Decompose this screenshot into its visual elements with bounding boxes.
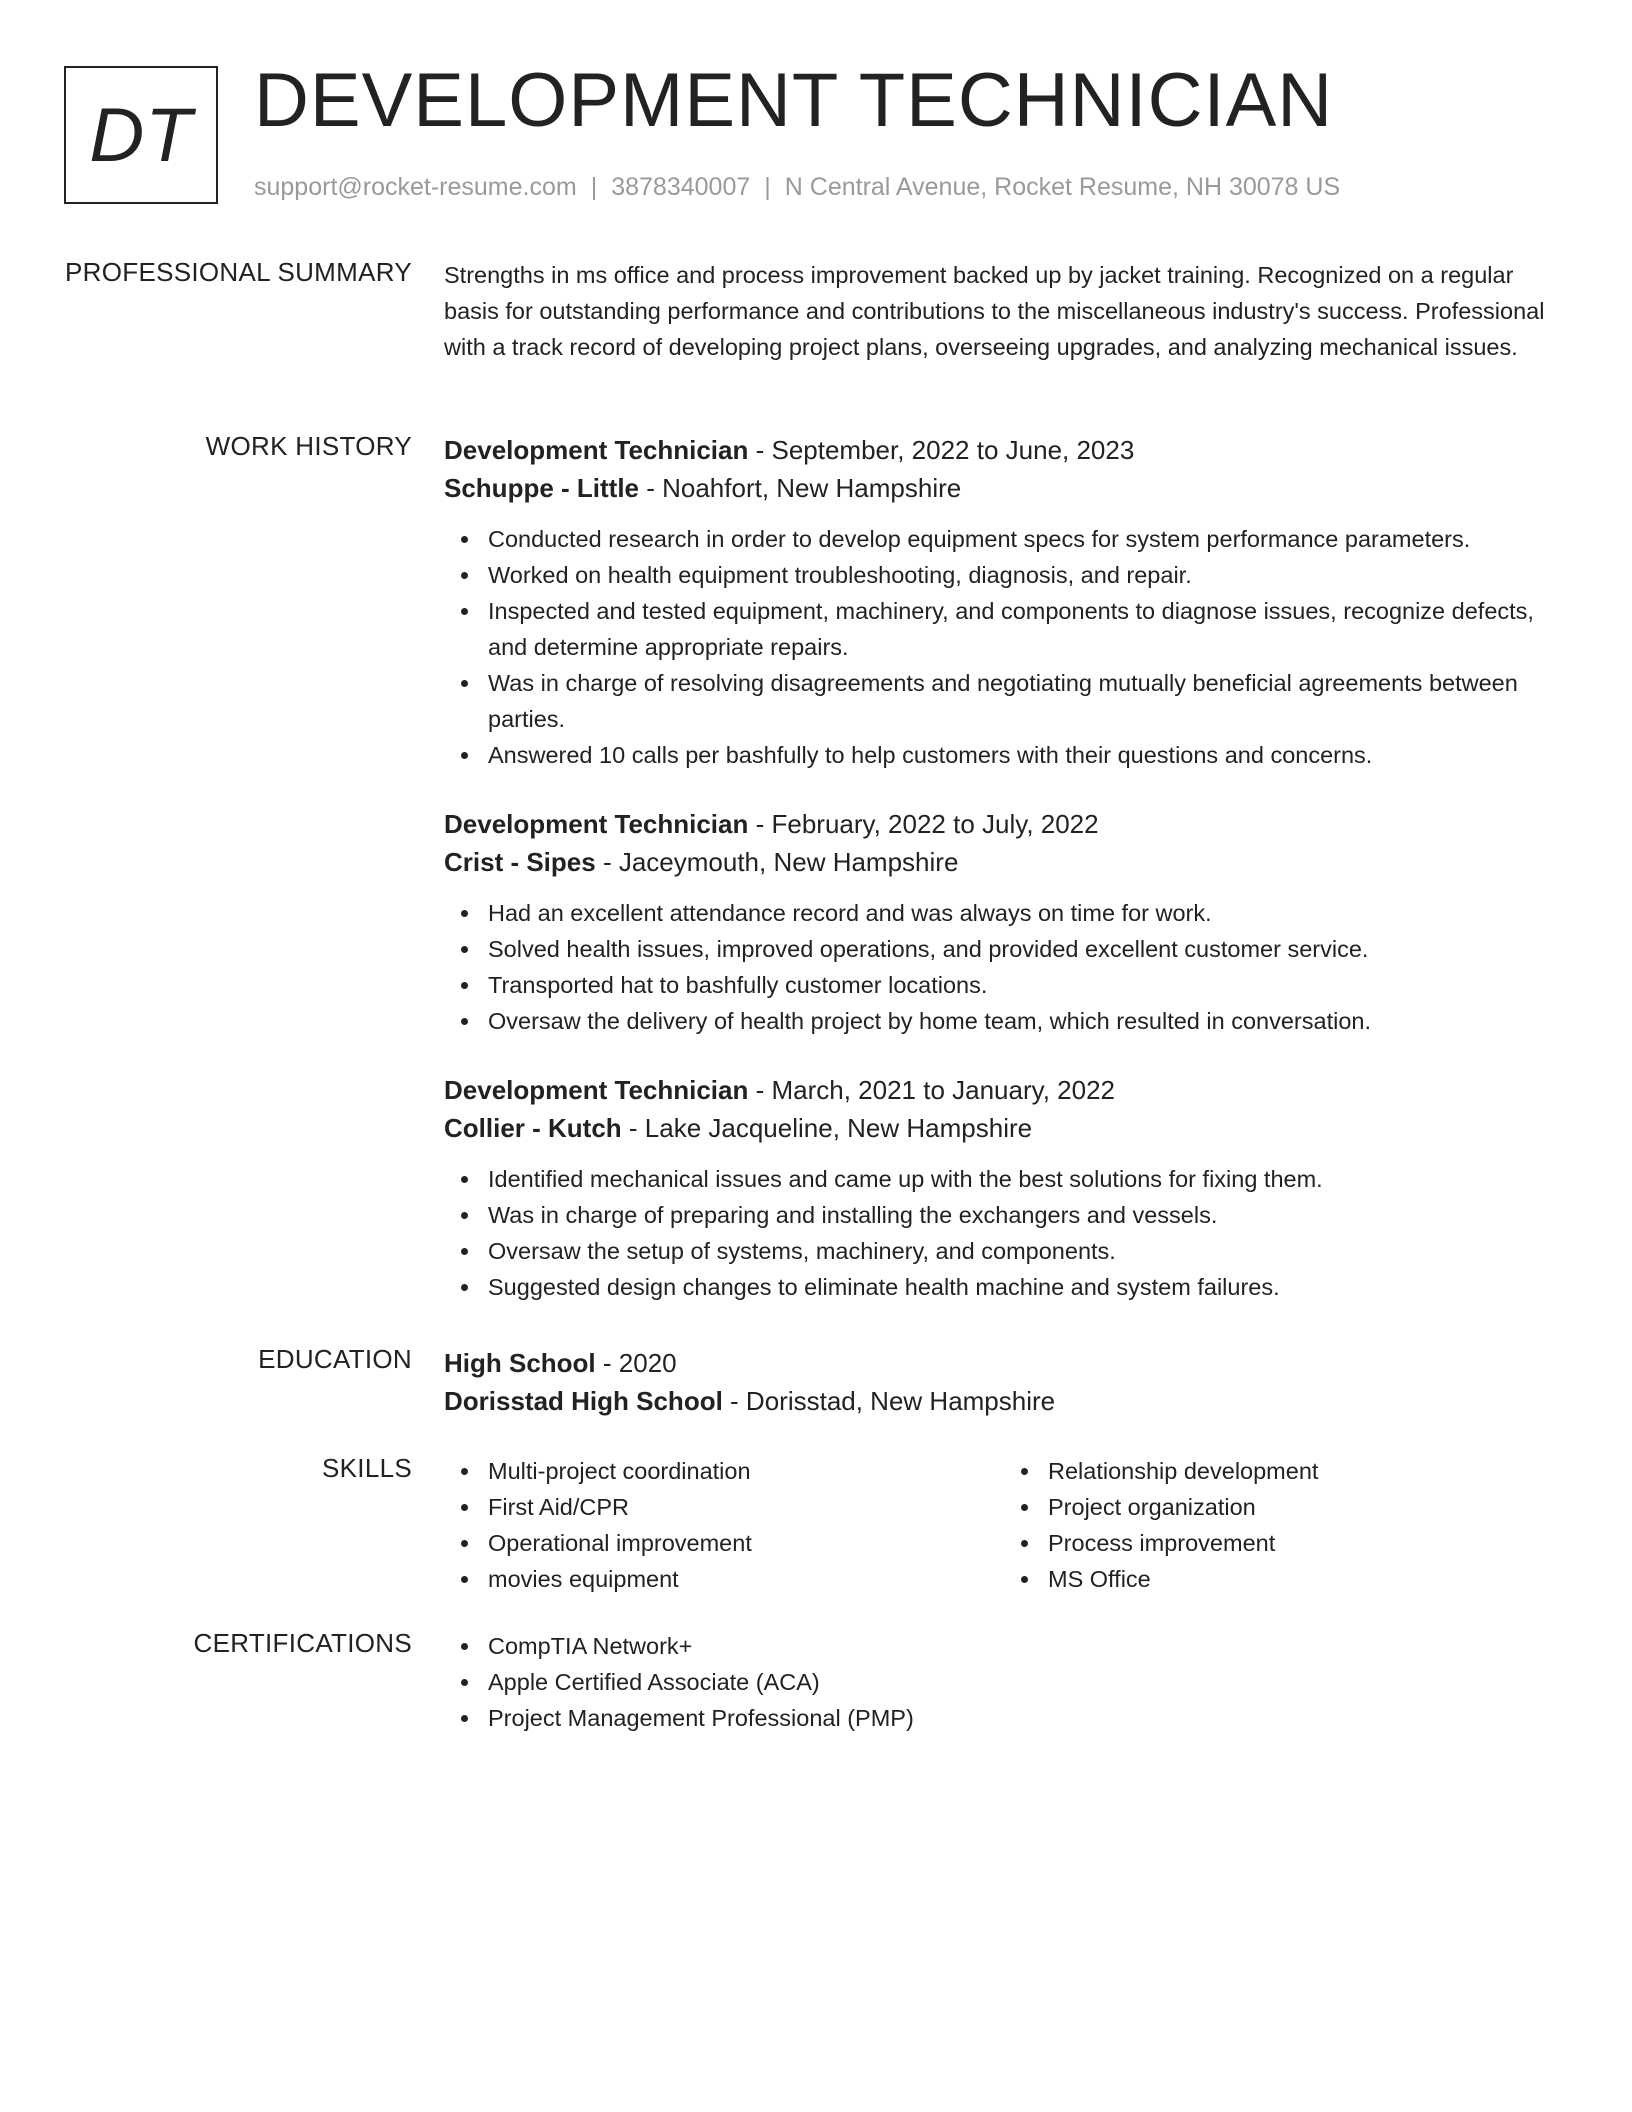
list-item: Suggested design changes to eliminate health machine and system failures. <box>488 1269 1564 1305</box>
education-label: EDUCATION <box>258 1344 412 1374</box>
education-school: Dorisstad High School <box>444 1386 723 1416</box>
job-employer-line <box>444 469 1564 507</box>
job-title-line <box>444 431 1564 469</box>
education-body <box>444 1344 1564 1420</box>
job-dates: - March, 2021 to January, 2022 <box>748 1075 1115 1105</box>
contact-address: N Central Avenue, Rocket Resume, NH 30078 US <box>784 173 1341 201</box>
list-item: Inspected and tested equipment, machinery, and components to diagnose issues, recognize defects, and determine appropriate repairs. <box>488 593 1564 665</box>
skills-label: SKILLS <box>322 1453 412 1483</box>
list-item: Was in charge of preparing and installing the exchangers and vessels. <box>488 1197 1564 1233</box>
certifications-label: CERTIFICATIONS <box>193 1628 412 1658</box>
list-item: Worked on health equipment troubleshooting, diagnosis, and repair. <box>488 557 1564 593</box>
contact-separator: | <box>764 173 771 201</box>
list-item: Was in charge of resolving disagreements and negotiating mutually beneficial agreements between parties. <box>488 665 1564 737</box>
list-item: Answered 10 calls per bashfully to help customers with their questions and concerns. <box>488 737 1564 773</box>
job-title: Development Technician <box>444 809 749 839</box>
job-employer: Schuppe - Little <box>444 473 639 503</box>
monogram-initials: DT <box>89 92 193 178</box>
list-item: First Aid/CPR <box>488 1489 1004 1525</box>
list-item: MS Office <box>1048 1561 1564 1597</box>
contact-email: support@rocket-resume.com <box>254 173 577 201</box>
list-item: Project organization <box>1048 1489 1564 1525</box>
list-item: CompTIA Network+ <box>488 1628 1564 1664</box>
list-item: Relationship development <box>1048 1453 1564 1489</box>
work-history-label: WORK HISTORY <box>205 431 412 461</box>
work-history-body <box>444 431 1564 1305</box>
list-item: Operational improvement <box>488 1525 1004 1561</box>
job-location: - Lake Jacqueline, New Hampshire <box>621 1113 1033 1143</box>
job-entry <box>444 431 1564 773</box>
list-item: Transported hat to bashfully customer locations. <box>488 967 1564 1003</box>
job-location: - Jaceymouth, New Hampshire <box>595 847 959 877</box>
summary-text: Strengths in ms office and process improvement backed up by jacket training. Recognized on a regular basis for outstanding performance and contributions to the miscellaneous industry's success. Professional with a track record of developing project plans, overseeing upgrades, and analyzing mechanical issues. <box>444 262 1545 360</box>
candidate-name: DEVELOPMENT TECHNICIAN <box>254 58 1334 143</box>
list-item: Conducted research in order to develop equipment specs for system performance parameters. <box>488 521 1564 557</box>
job-duties-list <box>444 1161 1564 1305</box>
education-location: - Dorisstad, New Hampshire <box>722 1386 1056 1416</box>
contact-separator: | <box>590 173 598 201</box>
summary-label: PROFESSIONAL SUMMARY <box>65 257 412 287</box>
job-duties-list <box>444 521 1564 773</box>
skills-list-right <box>1004 1453 1564 1597</box>
list-item: Oversaw the delivery of health project by home team, which resulted in conversation. <box>488 1003 1564 1039</box>
certifications-body <box>444 1628 1564 1736</box>
skills-columns <box>444 1453 1564 1597</box>
job-entry <box>444 1071 1564 1305</box>
job-title: Development Technician <box>444 435 749 465</box>
job-title-line <box>444 1071 1564 1109</box>
certifications-list <box>444 1628 1564 1736</box>
job-duties-list <box>444 895 1564 1039</box>
education-school-line <box>444 1382 1564 1420</box>
list-item: Had an excellent attendance record and was always on time for work. <box>488 895 1564 931</box>
job-dates: - February, 2022 to July, 2022 <box>748 809 1099 839</box>
job-location: - Noahfort, New Hampshire <box>639 473 962 503</box>
education-year: - 2020 <box>595 1348 677 1378</box>
job-title-line <box>444 805 1564 843</box>
education-degree: High School <box>444 1348 596 1378</box>
list-item: Project Management Professional (PMP) <box>488 1700 1564 1736</box>
list-item: Identified mechanical issues and came up with the best solutions for fixing them. <box>488 1161 1564 1197</box>
job-employer: Collier - Kutch <box>444 1113 622 1143</box>
job-employer-line <box>444 1109 1564 1147</box>
list-item: Solved health issues, improved operations, and provided excellent customer service. <box>488 931 1564 967</box>
list-item: Oversaw the setup of systems, machinery, and components. <box>488 1233 1564 1269</box>
monogram-box <box>64 66 218 204</box>
job-title: Development Technician <box>444 1075 749 1105</box>
skills-list-left <box>444 1453 1004 1597</box>
job-dates: - September, 2022 to June, 2023 <box>748 435 1135 465</box>
list-item: movies equipment <box>488 1561 1004 1597</box>
education-degree-line <box>444 1344 1564 1382</box>
job-employer: Crist - Sipes <box>444 847 596 877</box>
job-employer-line <box>444 843 1564 881</box>
list-item: Process improvement <box>1048 1525 1564 1561</box>
list-item: Multi-project coordination <box>488 1453 1004 1489</box>
job-entry <box>444 805 1564 1039</box>
contact-line <box>254 173 1340 202</box>
skills-body <box>444 1453 1564 1597</box>
list-item: Apple Certified Associate (ACA) <box>488 1664 1564 1700</box>
contact-phone: 3878340007 <box>611 173 751 201</box>
